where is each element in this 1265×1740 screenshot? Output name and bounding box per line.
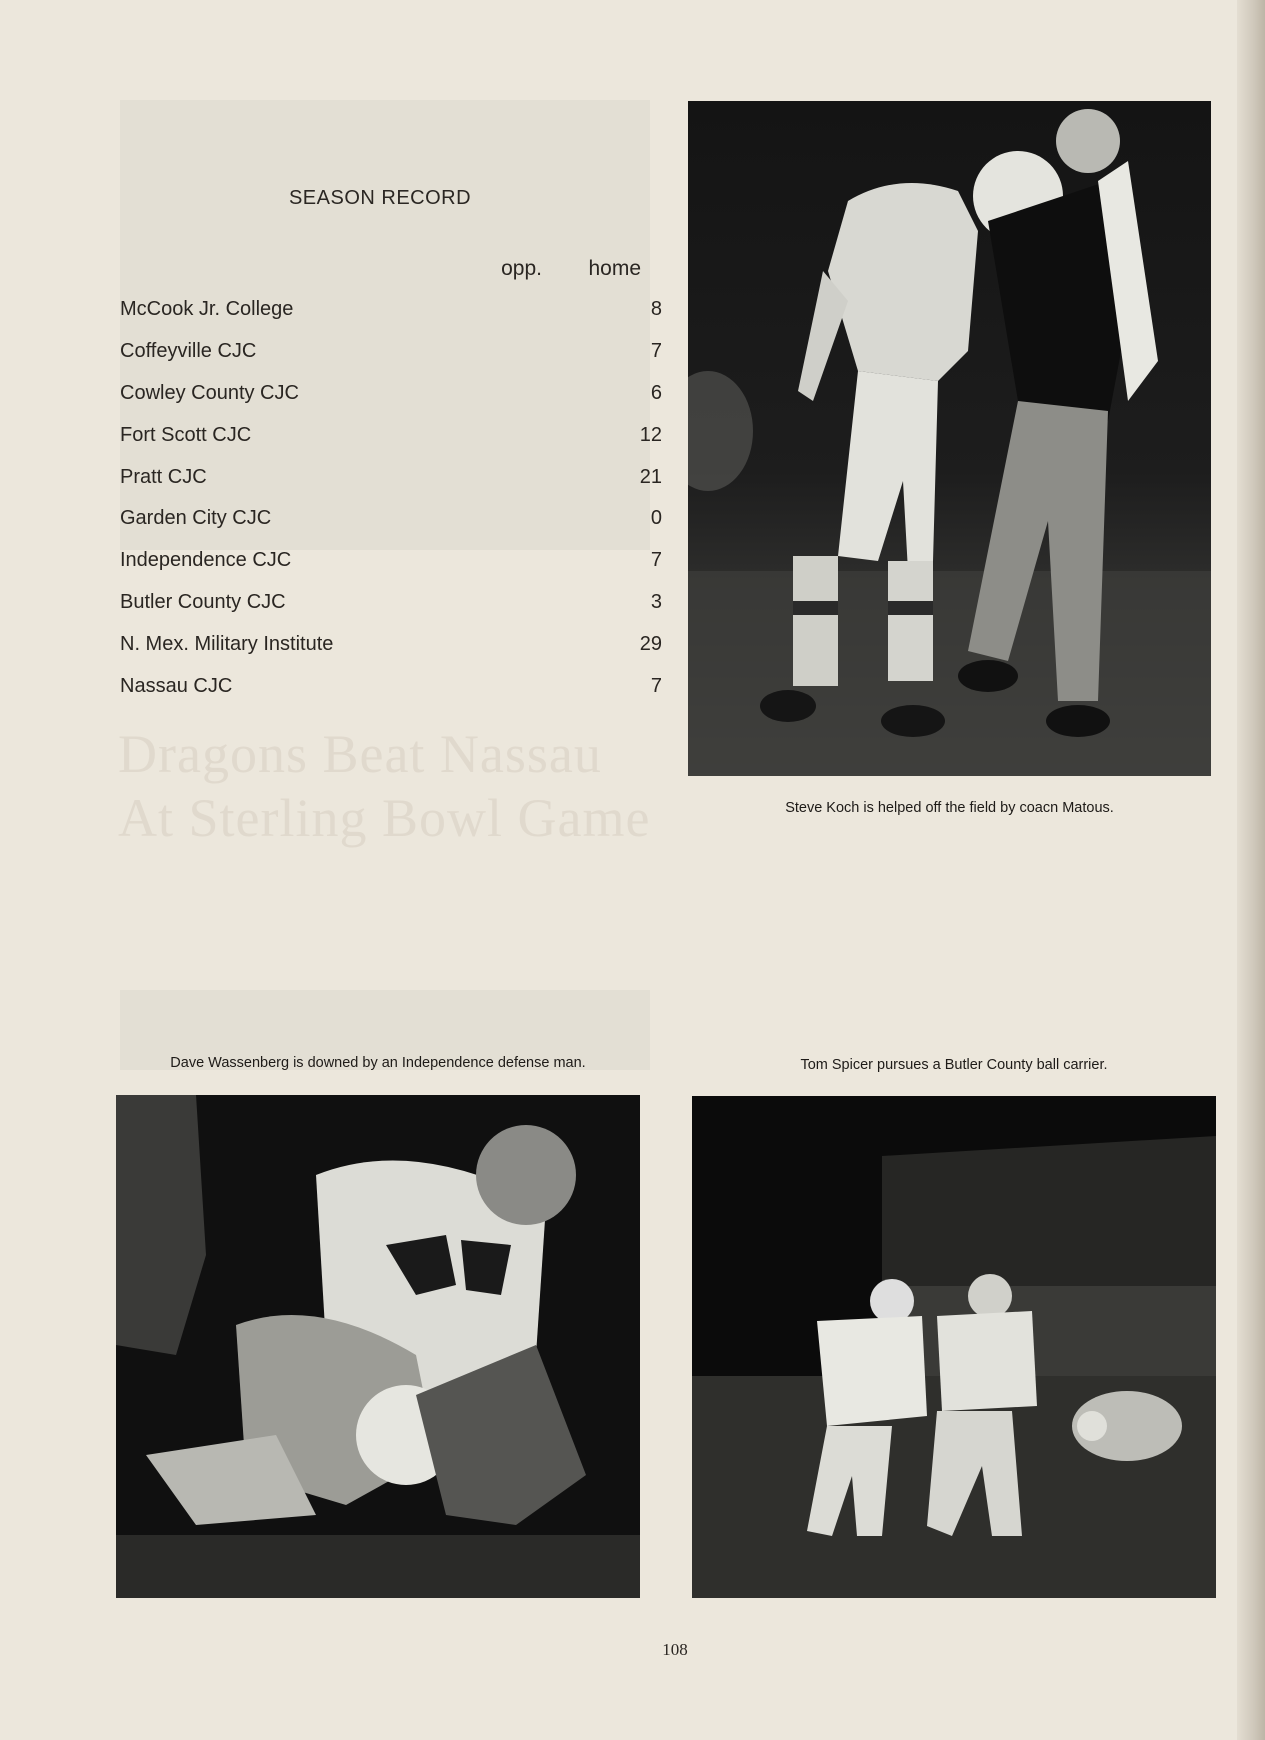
team-name: Butler County CJC (120, 591, 286, 614)
page-number: 108 (662, 1640, 688, 1659)
team-name: N. Mex. Military Institute (120, 633, 334, 656)
page-edge (1237, 0, 1265, 1740)
caption-top-right: Steve Koch is helped off the field by coacn Matous. (785, 800, 1114, 816)
caption-bottom-right: Tom Spicer pursues a Butler County ball carrier. (800, 1057, 1108, 1073)
opp-score: 12 (639, 423, 662, 446)
team-name: McCook Jr. College (120, 298, 294, 320)
opp-score: 8 (650, 298, 662, 320)
opp-score: 7 (650, 675, 662, 698)
record-row (120, 624, 662, 666)
record-row (120, 289, 662, 331)
team-name: Independence CJC (120, 549, 292, 572)
season-record-table (120, 289, 662, 708)
team-name: Nassau CJC (120, 675, 233, 698)
photo-tackle (116, 1095, 640, 1598)
record-row (120, 666, 662, 708)
team-name: Pratt CJC (120, 465, 207, 488)
season-record-title: SEASON RECORD (288, 187, 472, 209)
opp-score: 3 (650, 591, 662, 614)
team-name: Cowley County CJC (120, 381, 299, 404)
show-through-headline: Dragons Beat Nassau At Sterling Bowl Game (118, 724, 651, 848)
opp-score: 7 (650, 549, 662, 572)
record-row (120, 331, 662, 373)
team-name: Garden City CJC (120, 507, 272, 530)
record-row (120, 582, 662, 624)
record-row (120, 540, 662, 582)
opp-score: 21 (639, 465, 662, 488)
opp-score: 6 (650, 381, 662, 404)
record-row (120, 457, 662, 499)
opp-score: 0 (650, 507, 662, 530)
column-header-opp: opp. (501, 257, 542, 280)
record-row (120, 415, 662, 457)
photo-pursuit (692, 1096, 1216, 1598)
record-row (120, 498, 662, 540)
team-name: Coffeyville CJC (120, 339, 257, 362)
column-header-home: home (588, 257, 641, 280)
opp-score: 7 (650, 339, 662, 362)
photo-player-helped-off-field (688, 101, 1211, 776)
team-name: Fort Scott CJC (120, 423, 252, 446)
record-row (120, 373, 662, 415)
opp-score: 29 (639, 633, 662, 656)
caption-bottom-left: Dave Wassenberg is downed by an Independence defense man. (170, 1055, 586, 1071)
